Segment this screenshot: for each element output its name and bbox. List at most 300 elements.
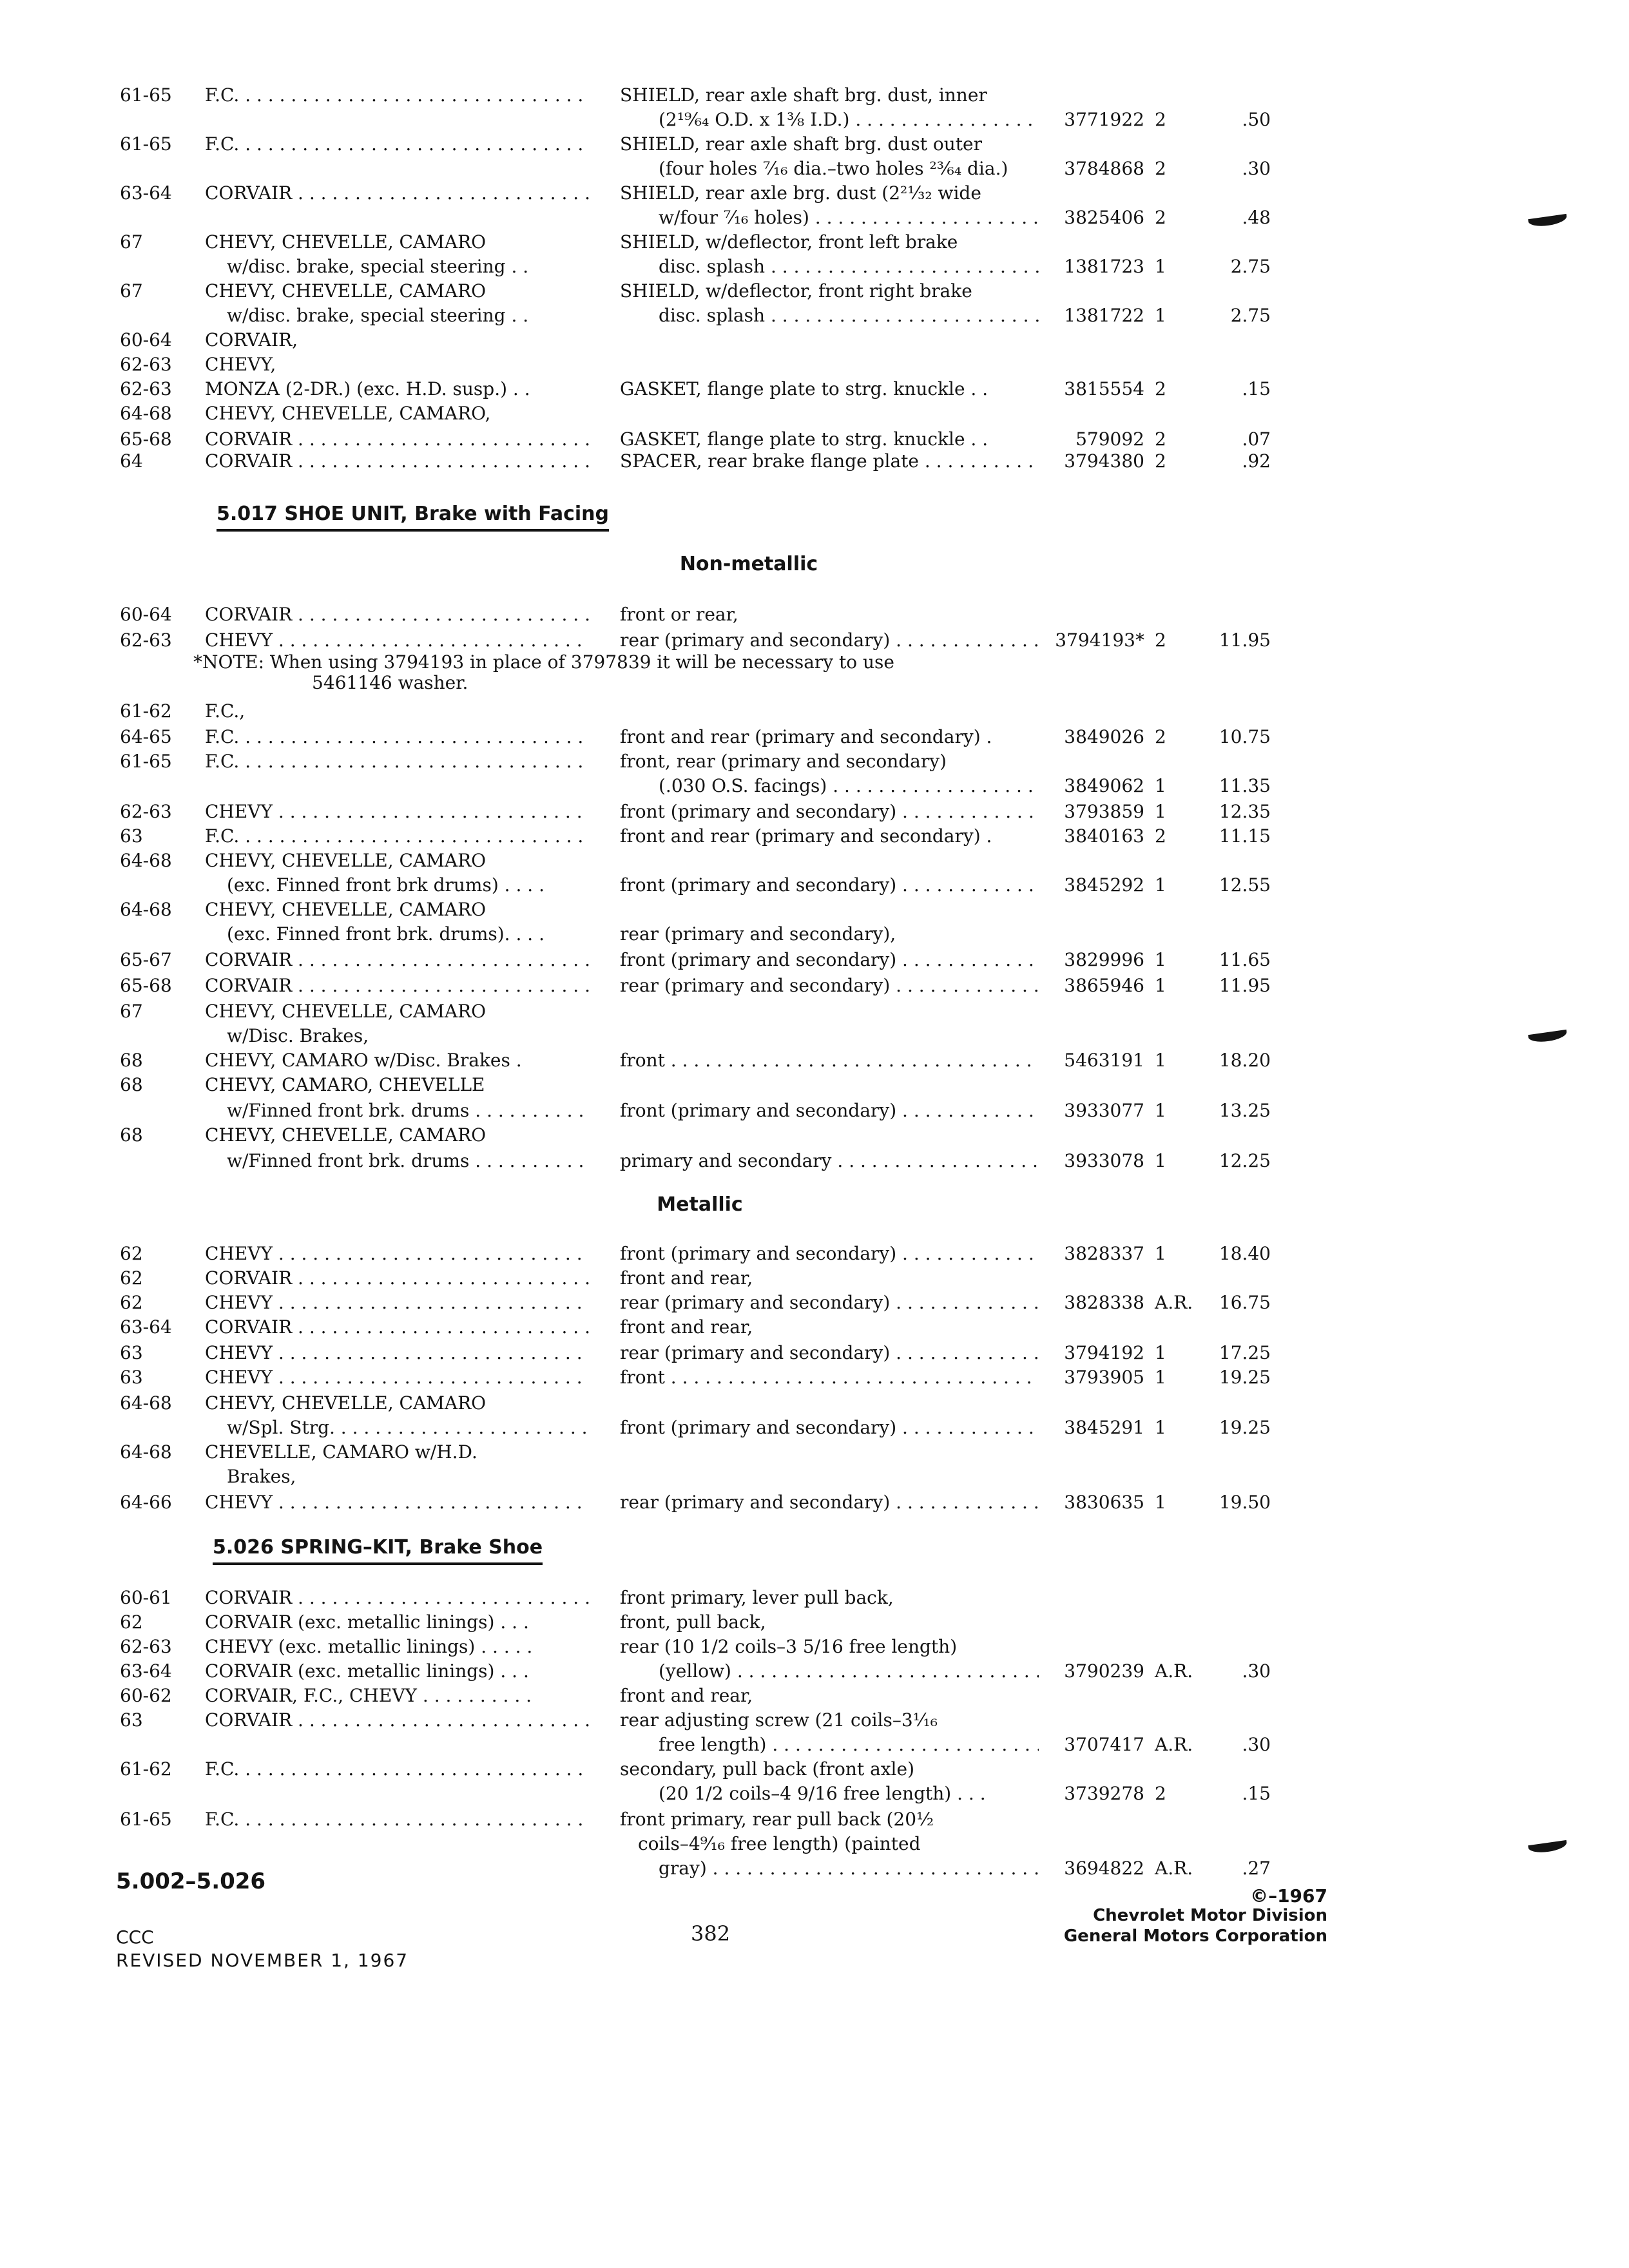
model-year: 62-63: [120, 378, 172, 399]
price: 17.25: [1219, 1342, 1271, 1363]
vehicle-model-text: CORVAIR . . .: [205, 1586, 589, 1610]
part-description-text: front (primary and secondary) . . .: [620, 1242, 1039, 1265]
part-description: (four holes ⁷⁄₁₆ dia.–two holes ²³⁄₆₄ dia.): [659, 158, 1008, 179]
part-number: 1381722: [1064, 305, 1144, 326]
quantity: 2: [1155, 450, 1166, 472]
vehicle-model: [205, 1267, 589, 1290]
vehicle-model-text: CHEVY . . .: [205, 1366, 589, 1389]
vehicle-model: [205, 1242, 589, 1265]
quantity: 2: [1155, 1783, 1166, 1804]
vehicle-model: CHEVY, CHEVELLE, CAMARO: [205, 1392, 487, 1414]
part-description: front primary, rear pull back (20½: [620, 1809, 934, 1830]
table-row: [0, 1491, 1629, 1517]
part-description: coils–4⁹⁄₁₆ free length) (painted: [638, 1833, 921, 1854]
vehicle-model: [205, 825, 589, 848]
model-year: 63-64: [120, 1316, 172, 1338]
vehicle-model-text: w/Spl. Strg. . . .: [227, 1416, 589, 1439]
part-description: [659, 304, 1039, 327]
table-row: [0, 329, 1629, 354]
quantity: 1: [1155, 305, 1166, 326]
price: .50: [1242, 109, 1271, 130]
model-year: 62: [120, 1267, 143, 1289]
part-number: 3840163: [1064, 825, 1144, 847]
part-description-text: front (primary and secondary) . . .: [620, 1416, 1039, 1439]
part-description-text: primary and secondary . . .: [620, 1149, 1039, 1173]
vehicle-model: w/disc. brake, special steering . .: [227, 305, 529, 326]
vehicle-model: [205, 1291, 589, 1314]
model-year: 61-65: [120, 1809, 172, 1830]
table-row: [0, 182, 1629, 207]
part-description: front and rear,: [620, 1316, 753, 1338]
table-row: [0, 1316, 1629, 1341]
division-name: Chevrolet Motor Division: [1093, 1906, 1327, 1925]
part-description: [620, 974, 1039, 997]
part-description: [620, 1149, 1039, 1173]
price: 13.25: [1219, 1100, 1271, 1121]
table-row: [0, 825, 1629, 850]
part-description-text: front . . .: [620, 1049, 1039, 1072]
part-number: 3793905: [1064, 1367, 1144, 1388]
vehicle-model-text: F.C. . . .: [205, 726, 589, 749]
price: 2.75: [1230, 256, 1271, 277]
model-year: 63: [120, 1342, 143, 1363]
quantity: 2: [1155, 629, 1166, 651]
part-number: 3825406: [1064, 207, 1144, 228]
part-description: [659, 1857, 1039, 1880]
part-description-text: w/four ⁷⁄₁₆ holes) . . .: [659, 206, 1039, 229]
table-row: [0, 1024, 1629, 1050]
quantity: 1: [1155, 874, 1166, 896]
price: .92: [1242, 450, 1271, 472]
vehicle-model-text: CHEVY . . .: [205, 1291, 589, 1314]
model-year: 67: [120, 1001, 143, 1022]
part-number: 5463191: [1064, 1050, 1144, 1071]
part-description: rear adjusting screw (21 coils–3¹⁄₁₆: [620, 1709, 938, 1731]
price: .15: [1242, 378, 1271, 399]
model-year: 62-63: [120, 1636, 172, 1657]
vehicle-model: CHEVY, CHEVELLE, CAMARO: [205, 280, 487, 302]
model-year: 62-63: [120, 354, 172, 375]
part-description: [620, 1416, 1039, 1439]
part-description: secondary, pull back (front axle): [620, 1758, 914, 1780]
part-description-text: rear (primary and secondary) . . .: [620, 1291, 1039, 1314]
table-row: [0, 353, 1629, 379]
price: 11.95: [1219, 975, 1271, 996]
table-row: [0, 402, 1629, 428]
part-description: rear (primary and secondary),: [620, 923, 896, 945]
part-description: [659, 255, 1039, 278]
part-description: front, pull back,: [620, 1611, 766, 1633]
quantity: 1: [1155, 1367, 1166, 1388]
table-row: [0, 1611, 1629, 1637]
model-year: 62: [120, 1292, 143, 1313]
table-row: [0, 1124, 1629, 1149]
part-description: SHIELD, w/deflector, front left brake: [620, 231, 958, 253]
table-row: [0, 108, 1629, 134]
model-year: 60-64: [120, 329, 172, 351]
part-description-text: front . . .: [620, 1366, 1039, 1389]
model-year: 64-68: [120, 1441, 172, 1463]
quantity: A.R.: [1155, 1292, 1193, 1313]
price: 12.55: [1219, 874, 1271, 896]
footer-section-range: 5.002–5.026: [116, 1869, 266, 1894]
section-title-5026: 5.026 SPRING–KIT, Brake Shoe: [213, 1536, 543, 1565]
quantity: 1: [1155, 775, 1166, 796]
vehicle-model-text: F.C. . . .: [205, 133, 589, 156]
part-number: 3933078: [1064, 1150, 1144, 1171]
vehicle-model: [205, 603, 589, 626]
table-row: [0, 774, 1629, 800]
table-row: [0, 1392, 1629, 1418]
model-year: 67: [120, 231, 143, 253]
vehicle-model: [205, 1316, 589, 1339]
vehicle-model-text: w/Finned front brk. drums . . .: [227, 1149, 589, 1173]
vehicle-model: [227, 1416, 589, 1439]
table-row: [0, 874, 1629, 899]
model-year: 64-66: [120, 1492, 172, 1513]
table-row: [0, 1782, 1629, 1808]
part-description: [620, 1366, 1039, 1389]
vehicle-model: CHEVY, CHEVELLE, CAMARO: [205, 1124, 487, 1146]
part-description: [620, 874, 1039, 897]
vehicle-model: [205, 726, 589, 749]
table-row: [0, 1416, 1629, 1442]
vehicle-model: CHEVY, CHEVELLE, CAMARO: [205, 899, 487, 920]
price: .15: [1242, 1783, 1271, 1804]
part-description: front, rear (primary and secondary): [620, 751, 947, 772]
part-description-text: rear (primary and secondary) . . .: [620, 629, 1039, 652]
vehicle-model: [205, 1808, 589, 1831]
model-year: 60-62: [120, 1685, 172, 1706]
vehicle-model: [205, 1366, 589, 1389]
part-description-text: front (primary and secondary) . . .: [620, 874, 1039, 897]
price: 19.25: [1219, 1367, 1271, 1388]
subheading-nonmetallic: Non-metallic: [679, 553, 818, 575]
model-year: 65-68: [120, 975, 172, 996]
part-description: [659, 1660, 1039, 1683]
table-row: [0, 1341, 1629, 1367]
quantity: 1: [1155, 1150, 1166, 1171]
part-description: [620, 629, 1039, 652]
table-row: [0, 1291, 1629, 1317]
table-row: [0, 1660, 1629, 1686]
vehicle-model-text: CORVAIR . . .: [205, 428, 589, 451]
part-description-text: (yellow) . . .: [659, 1660, 1039, 1683]
model-year: 62-63: [120, 629, 172, 651]
part-description: SHIELD, rear axle brg. dust (2²¹⁄₃₂ wide: [620, 182, 981, 204]
table-row: [0, 1049, 1629, 1075]
vehicle-model: CORVAIR,: [205, 329, 298, 351]
quantity: 2: [1155, 158, 1166, 179]
part-number: 3739278: [1064, 1783, 1144, 1804]
table-row: [0, 206, 1629, 232]
note-line-1: *NOTE: When using 3794193 in place of 3797839 it will be necessary to use: [193, 651, 894, 673]
part-number: 3815554: [1064, 378, 1144, 399]
table-row: [0, 1073, 1629, 1099]
part-description-text: rear (primary and secondary) . . .: [620, 1341, 1039, 1365]
model-year: 63: [120, 1367, 143, 1388]
price: 11.65: [1219, 949, 1271, 970]
quantity: 1: [1155, 1342, 1166, 1363]
part-number: 3707417: [1064, 1734, 1144, 1755]
quantity: 1: [1155, 949, 1166, 970]
quantity: 1: [1155, 801, 1166, 822]
quantity: A.R.: [1155, 1660, 1193, 1682]
corporation-name: General Motors Corporation: [1063, 1927, 1327, 1946]
vehicle-model-text: CHEVY . . .: [205, 629, 589, 652]
part-description-text: front (primary and secondary) . . .: [620, 1099, 1039, 1122]
vehicle-model: [205, 1709, 589, 1732]
model-year: 64-65: [120, 726, 172, 747]
price: 19.50: [1219, 1492, 1271, 1513]
quantity: A.R.: [1155, 1858, 1193, 1879]
part-description: [620, 800, 1039, 823]
part-description: front and rear,: [620, 1685, 753, 1706]
part-description: [620, 1049, 1039, 1072]
part-description: SHIELD, rear axle shaft brg. dust outer: [620, 133, 983, 155]
part-number: 3794380: [1064, 450, 1144, 472]
model-year: 61-65: [120, 133, 172, 155]
vehicle-model: CHEVELLE, CAMARO w/H.D.: [205, 1441, 477, 1463]
price: .07: [1242, 428, 1271, 450]
vehicle-model-text: CHEVY . . .: [205, 1491, 589, 1514]
vehicle-model: CHEVY, CHEVELLE, CAMARO,: [205, 403, 491, 424]
model-year: 65-67: [120, 949, 172, 970]
table-row: [0, 1465, 1629, 1491]
part-description: GASKET, flange plate to strg. knuckle . .: [620, 378, 988, 399]
table-row: [0, 255, 1629, 281]
part-description: [659, 774, 1039, 798]
vehicle-model-text: CHEVY . . .: [205, 1242, 589, 1265]
part-description: (20 1/2 coils–4 9/16 free length) . . .: [659, 1783, 986, 1804]
section-title-5017: 5.017 SHOE UNIT, Brake with Facing: [217, 503, 609, 532]
part-description: front and rear (primary and secondary) .: [620, 825, 992, 847]
part-number: 3849026: [1064, 726, 1144, 747]
part-description: front primary, lever pull back,: [620, 1587, 894, 1608]
vehicle-model: [205, 948, 589, 972]
vehicle-model: [205, 428, 589, 451]
price: 11.95: [1219, 629, 1271, 651]
model-year: 63-64: [120, 1660, 172, 1682]
model-year: 64-68: [120, 899, 172, 920]
table-row: [0, 629, 1629, 655]
note-line-2: 5461146 washer.: [312, 672, 468, 693]
part-description: [620, 1491, 1039, 1514]
copyright-year: ©–1967: [1250, 1885, 1327, 1907]
vehicle-model-text: CORVAIR . . .: [205, 182, 589, 205]
part-description-text: front (primary and secondary) . . .: [620, 800, 1039, 823]
table-row: [0, 1733, 1629, 1759]
page-number: 382: [691, 1921, 731, 1946]
price: .27: [1242, 1858, 1271, 1879]
price: 11.15: [1219, 825, 1271, 847]
table-row: [0, 700, 1629, 726]
quantity: 2: [1155, 428, 1166, 450]
table-row: [0, 1366, 1629, 1392]
quantity: 1: [1155, 256, 1166, 277]
model-year: 60-64: [120, 604, 172, 625]
part-description-text: SPACER, rear brake flange plate . . .: [620, 450, 1039, 473]
quantity: 1: [1155, 1417, 1166, 1438]
table-row: [0, 450, 1629, 476]
table-row: [0, 378, 1629, 403]
quantity: 2: [1155, 726, 1166, 747]
part-number: 3794193*: [1055, 629, 1144, 651]
part-description-text: disc. splash . . .: [659, 255, 1039, 278]
part-description: [620, 1341, 1039, 1365]
part-number: 3794192: [1064, 1342, 1144, 1363]
vehicle-model: [205, 450, 589, 473]
table-row: [0, 1709, 1629, 1735]
part-number: 3933077: [1064, 1100, 1144, 1121]
part-number: 3828338: [1064, 1292, 1144, 1313]
table-row: [0, 84, 1629, 110]
vehicle-model: CHEVY, CHEVELLE, CAMARO: [205, 231, 487, 253]
vehicle-model: [205, 1341, 589, 1365]
table-row: [0, 898, 1629, 924]
price: .48: [1242, 207, 1271, 228]
table-row: [0, 1242, 1629, 1268]
vehicle-model-text: CORVAIR . . .: [205, 974, 589, 997]
part-description: [620, 948, 1039, 972]
model-year: 63-64: [120, 182, 172, 204]
table-row: [0, 1832, 1629, 1858]
vehicle-model: Brakes,: [227, 1466, 296, 1487]
quantity: A.R.: [1155, 1734, 1193, 1755]
footer-code: CCC: [116, 1927, 154, 1948]
quantity: 2: [1155, 825, 1166, 847]
table-row: [0, 1808, 1629, 1834]
vehicle-model: [227, 1149, 589, 1173]
model-year: 61-62: [120, 1758, 172, 1780]
quantity: 1: [1155, 1050, 1166, 1071]
model-year: 60-61: [120, 1587, 172, 1608]
vehicle-model: CHEVY, CHEVELLE, CAMARO: [205, 850, 487, 871]
table-row: [0, 1586, 1629, 1612]
model-year: 62: [120, 1611, 143, 1633]
model-year: 63: [120, 1709, 143, 1731]
vehicle-model-text: CHEVY . . .: [205, 1341, 589, 1365]
part-description: [620, 1291, 1039, 1314]
part-description: front or rear,: [620, 604, 738, 625]
vehicle-model: [205, 133, 589, 156]
vehicle-model-text: CORVAIR . . .: [205, 450, 589, 473]
vehicle-model: F.C.,: [205, 700, 246, 722]
model-year: 68: [120, 1124, 143, 1146]
vehicle-model-text: w/Finned front brk. drums . . .: [227, 1099, 589, 1122]
part-description: [659, 1733, 1039, 1756]
model-year: 61-62: [120, 700, 172, 722]
vehicle-model: w/Disc. Brakes,: [227, 1025, 369, 1046]
part-description-text: rear (primary and secondary) . . .: [620, 1491, 1039, 1514]
model-year: 68: [120, 1074, 143, 1095]
model-year: 61-65: [120, 84, 172, 106]
model-year: 68: [120, 1050, 143, 1071]
vehicle-model: [205, 182, 589, 205]
table-row: [0, 603, 1629, 629]
part-description-text: gray) . . .: [659, 1857, 1039, 1880]
part-number: 3784868: [1064, 158, 1144, 179]
part-description-text: rear (primary and secondary) . . .: [620, 974, 1039, 997]
vehicle-model: CORVAIR, F.C., CHEVY . . . . . . . . . .: [205, 1685, 532, 1706]
model-year: 64-68: [120, 403, 172, 424]
part-description: [659, 206, 1039, 229]
vehicle-model: CORVAIR (exc. metallic linings) . . .: [205, 1611, 529, 1633]
vehicle-model: [227, 1099, 589, 1122]
part-description: [620, 450, 1039, 473]
price: 18.20: [1219, 1050, 1271, 1071]
part-number: 3849062: [1064, 775, 1144, 796]
table-row: [0, 1635, 1629, 1661]
vehicle-model: CHEVY (exc. metallic linings) . . . . .: [205, 1636, 533, 1657]
table-row: [0, 948, 1629, 974]
vehicle-model-text: F.C. . . .: [205, 825, 589, 848]
part-description: GASKET, flange plate to strg. knuckle . .: [620, 428, 988, 450]
part-description-text: free length) . . .: [659, 1733, 1039, 1756]
part-number: 3830635: [1064, 1492, 1144, 1513]
vehicle-model-text: CORVAIR . . .: [205, 603, 589, 626]
vehicle-model: CHEVY,: [205, 354, 276, 375]
table-row: [0, 923, 1629, 948]
price: 16.75: [1219, 1292, 1271, 1313]
vehicle-model: CHEVY, CHEVELLE, CAMARO: [205, 1001, 487, 1022]
vehicle-model: MONZA (2-DR.) (exc. H.D. susp.) . .: [205, 378, 530, 399]
table-row: [0, 750, 1629, 776]
price: 18.40: [1219, 1243, 1271, 1264]
vehicle-model-text: F.C. . . .: [205, 1808, 589, 1831]
part-number: 3694822: [1064, 1858, 1144, 1879]
part-number: 3771922: [1064, 109, 1144, 130]
model-year: 65-68: [120, 428, 172, 450]
part-description: front and rear (primary and secondary) .: [620, 726, 992, 747]
part-description: rear (10 1/2 coils–3 5/16 free length): [620, 1636, 958, 1657]
price: 12.35: [1219, 801, 1271, 822]
vehicle-model-text: CORVAIR . . .: [205, 1709, 589, 1732]
quantity: 2: [1155, 378, 1166, 399]
vehicle-model-text: F.C. . . .: [205, 750, 589, 773]
vehicle-model-text: CORVAIR . . .: [205, 1267, 589, 1290]
vehicle-model: CHEVY, CAMARO w/Disc. Brakes .: [205, 1050, 522, 1071]
part-description-text: disc. splash . . .: [659, 304, 1039, 327]
vehicle-model: [205, 1491, 589, 1514]
part-description: [620, 1099, 1039, 1122]
vehicle-model: w/disc. brake, special steering . .: [227, 256, 529, 277]
price: 19.25: [1219, 1417, 1271, 1438]
footer-revised-date: REVISED NOVEMBER 1, 1967: [116, 1950, 409, 1971]
table-row: [0, 1684, 1629, 1710]
part-description-text: front (primary and secondary) . . .: [620, 948, 1039, 972]
model-year: 63: [120, 825, 143, 847]
part-number: 3829996: [1064, 949, 1144, 970]
price: 2.75: [1230, 305, 1271, 326]
vehicle-model-text: F.C. . . .: [205, 84, 589, 107]
table-row: [0, 1267, 1629, 1293]
vehicle-model: [205, 84, 589, 107]
part-number: 3865946: [1064, 975, 1144, 996]
model-year: 64: [120, 450, 143, 472]
part-number: 579092: [1075, 428, 1144, 450]
part-number: 3828337: [1064, 1243, 1144, 1264]
model-year: 64-68: [120, 850, 172, 871]
vehicle-model: [205, 974, 589, 997]
vehicle-model: (exc. Finned front brk. drums). . . .: [227, 923, 545, 945]
part-description-text: (.030 O.S. facings) . . .: [659, 774, 1039, 798]
vehicle-model: [205, 750, 589, 773]
price: 10.75: [1219, 726, 1271, 747]
quantity: 1: [1155, 1492, 1166, 1513]
vehicle-model-text: CORVAIR . . .: [205, 1316, 589, 1339]
model-year: 64-68: [120, 1392, 172, 1414]
